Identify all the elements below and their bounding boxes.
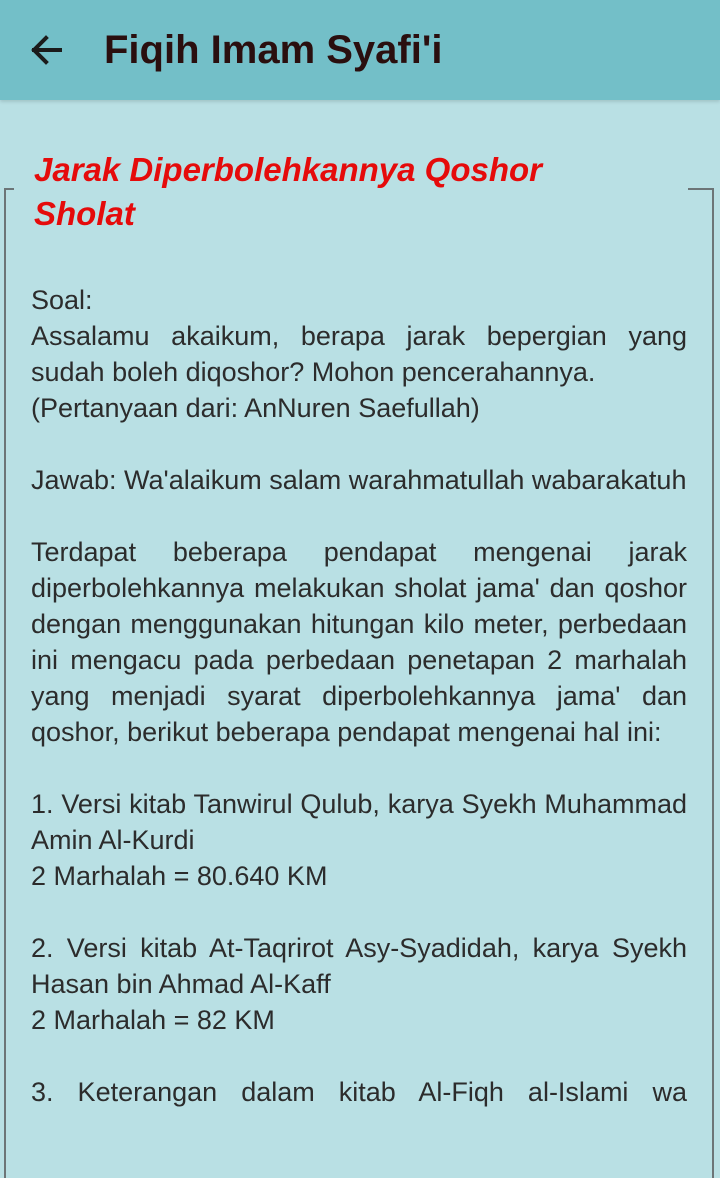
article-title: Jarak Diperbolehkannya Qoshor Sholat (34, 151, 543, 232)
point-value: 2 Marhalah = 80.640 KM (31, 861, 328, 891)
point-source: 3. Keterangan dalam kitab Al-Fiqh al-Islami wa (31, 1077, 687, 1107)
point-value: 2 Marhalah = 82 KM (31, 1005, 275, 1035)
arrow-left-icon (20, 24, 72, 76)
list-item (31, 1074, 687, 1110)
point-source: 1. Versi kitab Tanwirul Qulub, karya Syekh Muhammad Amin Al-Kurdi (31, 789, 687, 855)
answer-intro (31, 534, 687, 750)
point-source: 2. Versi kitab At-Taqrirot Asy-Syadidah, karya Syekh Hasan bin Ahmad Al-Kaff (31, 933, 687, 999)
question-block (31, 282, 687, 426)
article-content[interactable] (0, 100, 720, 1178)
app-bar (0, 0, 720, 100)
question-text: Assalamu akaikum, berapa jarak bepergian yang sudah boleh diqoshor? Mohon pencerahannya. (31, 321, 687, 387)
article-body (31, 282, 687, 1146)
app-title: Fiqih Imam Syafi'i (104, 28, 443, 72)
answer-intro-text: Terdapat beberapa pendapat mengenai jarak diperbolehkannya melakukan sholat jama' dan qoshor dengan menggunakan hitungan kilo meter, perbedaan ini mengacu pada perbedaan penetapan 2 marhalah yang menjadi syarat diperbolehkannya jama' dan qoshor, berikut beberapa pendapat mengenai hal ini: (31, 537, 687, 747)
back-button[interactable] (20, 24, 72, 76)
answer-greeting (31, 462, 687, 498)
answer-greeting-text: Jawab: Wa'alaikum salam warahmatullah wabarakatuh (31, 465, 687, 495)
list-item (31, 786, 687, 894)
list-item (31, 930, 687, 1038)
question-label: Soal: (31, 285, 93, 315)
question-source: (Pertanyaan dari: AnNuren Saefullah) (31, 393, 480, 423)
